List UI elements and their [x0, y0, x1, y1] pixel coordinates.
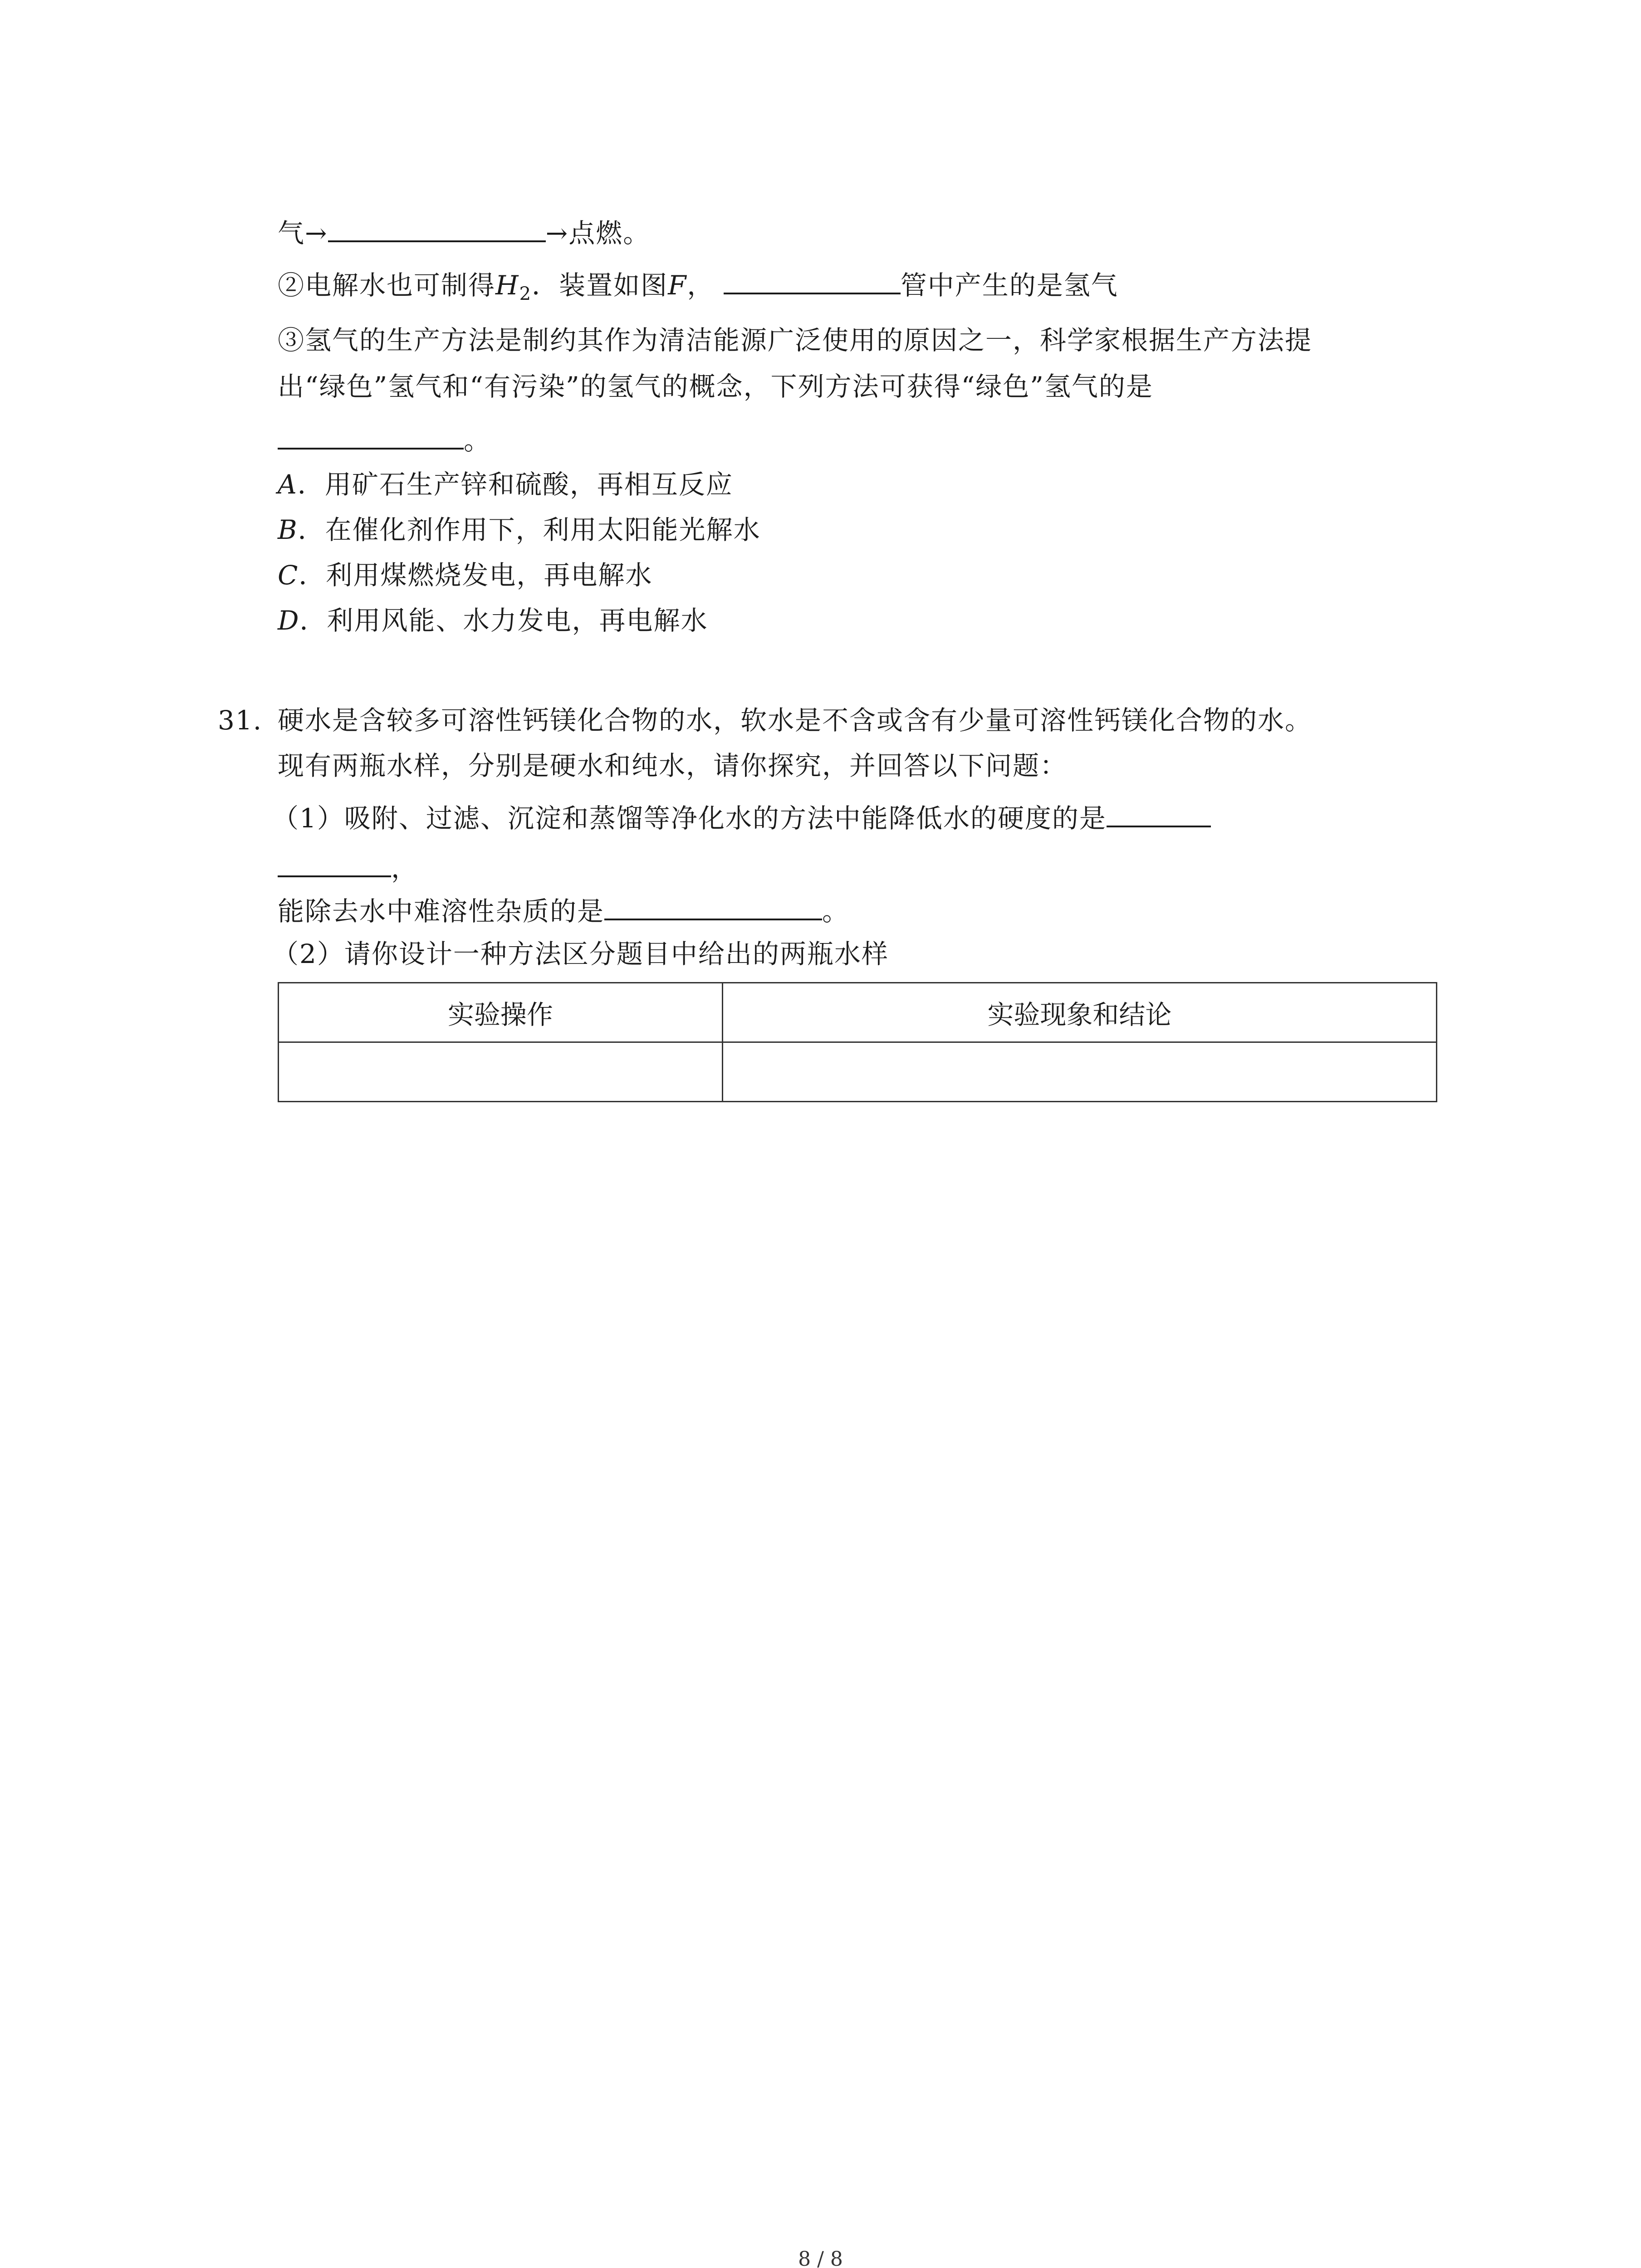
q31-line-2: 现有两瓶水样，分别是硬水和纯水，请你探究，并回答以下问题：: [278, 750, 1068, 781]
answer-blank-1[interactable]: [328, 212, 546, 242]
option-letter: C: [278, 560, 299, 591]
option-letter: B: [278, 514, 298, 545]
text-impurity: 能除去水中难溶性杂质的是: [278, 896, 605, 927]
table-cell-operation[interactable]: [279, 1042, 723, 1102]
option-text: ．用矿石生产锌和硫酸，再相互反应: [297, 469, 733, 500]
answer-blank-4b[interactable]: [278, 847, 391, 877]
option-text: ．在催化剂作用下，利用太阳能光解水: [298, 514, 761, 545]
question-number-31: 31.: [218, 705, 263, 736]
option-d: [278, 602, 708, 639]
formula-subscript: 2: [519, 284, 532, 304]
option-c: [278, 557, 652, 593]
text-period: 。: [822, 896, 850, 927]
table-row: [279, 1042, 1437, 1102]
formula-h: H: [495, 270, 519, 301]
q31-part-2: （2）请你设计一种方法区分题目中给出的两瓶水样: [272, 938, 889, 969]
answer-blank-4a[interactable]: [1107, 797, 1211, 827]
q30-line-electrolysis: [278, 264, 1118, 312]
experiment-table: [278, 982, 1437, 1102]
q30-line-4: 出“绿色”氢气和“有污染”的氢气的概念，下列方法可获得“绿色”氢气的是: [278, 371, 1153, 402]
text-electrolysis: ②电解水也可制得: [278, 270, 496, 301]
figure-label-f: F: [668, 270, 687, 301]
text-period: 。: [464, 425, 491, 456]
answer-blank-3[interactable]: [278, 420, 464, 450]
page-number: 8 / 8: [798, 2248, 843, 2268]
option-letter: D: [278, 605, 300, 636]
table-header-row: [279, 983, 1437, 1042]
option-text: ．利用风能、水力发电，再电解水: [299, 605, 708, 636]
answer-blank-5[interactable]: [604, 890, 822, 920]
text-comma: ，: [391, 853, 419, 884]
q31-part-1-cont: [278, 847, 418, 886]
option-letter: A: [278, 469, 298, 500]
table-header-phenomenon: 实验现象和结论: [722, 983, 1436, 1042]
text-part-1: （1）吸附、过滤、沉淀和蒸馏等净化水的方法中能降低水的硬度的是: [272, 803, 1107, 834]
text-device: ．装置如图: [532, 270, 668, 301]
option-text: ．利用煤燃烧发电，再电解水: [299, 560, 653, 591]
q31-part-1: [272, 797, 1211, 836]
text-gas-arrow: 气→: [278, 218, 328, 249]
table-cell-phenomenon[interactable]: [722, 1042, 1436, 1102]
q31-part-1-impurity: [278, 890, 849, 929]
answer-blank-2[interactable]: [724, 264, 901, 294]
q31-line-1: 硬水是含较多可溶性钙镁化合物的水，软水是不含或含有少量可溶性钙镁化合物的水。: [278, 705, 1313, 736]
text-comma: ，: [687, 270, 715, 301]
text-ignite: →点燃。: [545, 218, 651, 249]
q30-line-gas-collection: [278, 212, 650, 251]
option-a: [278, 466, 733, 503]
text-tube-hydrogen: 管中产生的是氢气: [900, 270, 1118, 301]
option-b: [278, 512, 761, 548]
q30-line-5: [278, 420, 491, 459]
table-header-operation: 实验操作: [279, 983, 723, 1042]
q30-line-3: ③氢气的生产方法是制约其作为清洁能源广泛使用的原因之一，科学家根据生产方法提: [278, 325, 1313, 356]
